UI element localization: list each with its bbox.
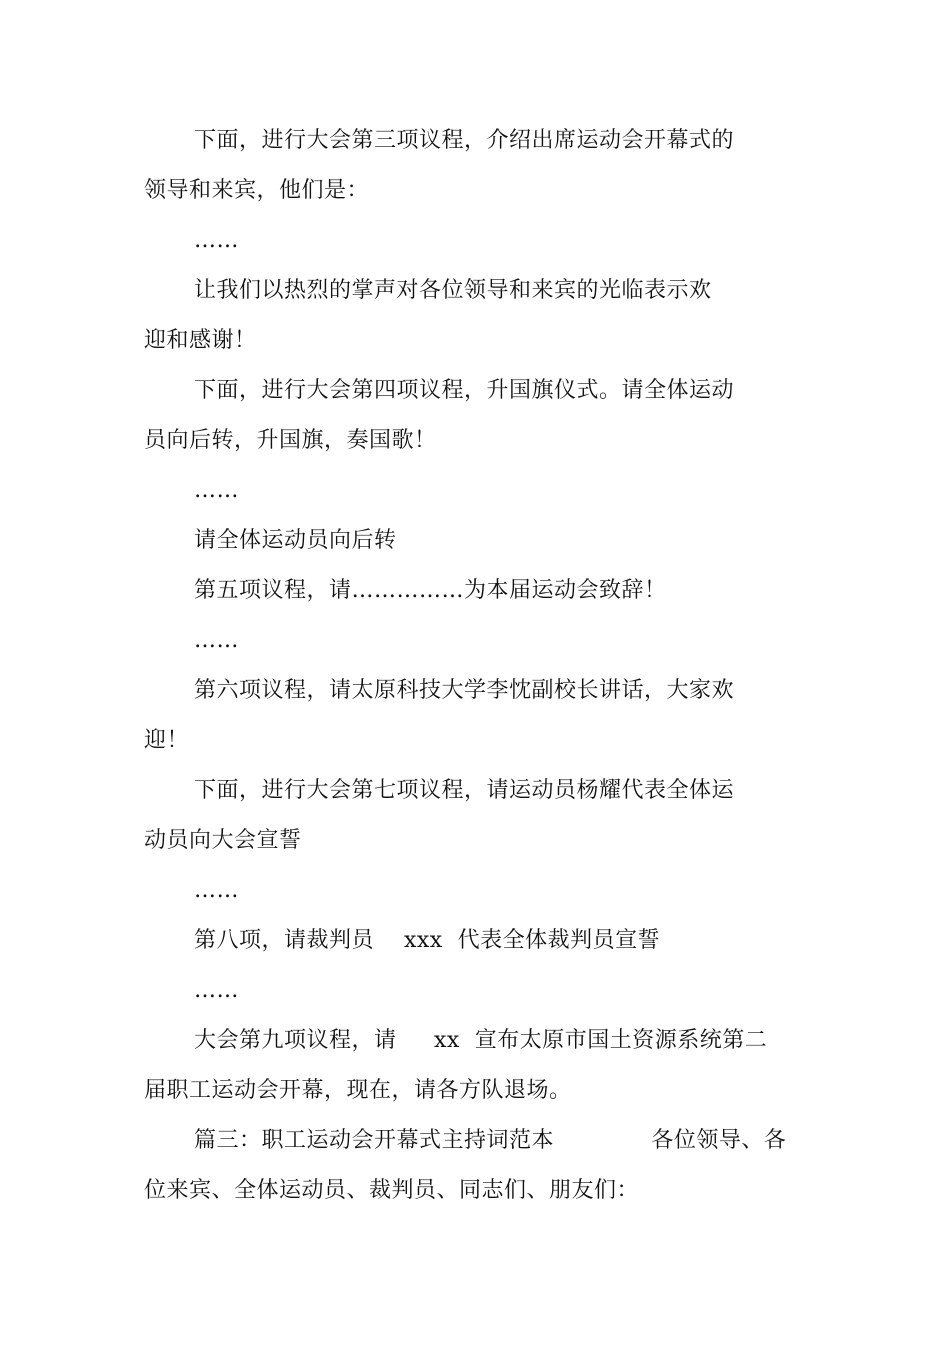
paragraph-line: 位来宾、全体运动员、裁判员、同志们、朋友们： [144,1178,640,1203]
paragraph-line: 请全体运动员向后转 [194,528,397,553]
paragraph-line: 大会第九项议程，请 xx 宣布太原市国土资源系统第二 [194,1028,768,1053]
paragraph-line: 动员向大会宣誓 [144,828,302,853]
paragraph-line: 第五项议程，请……………为本届运动会致辞！ [194,578,667,603]
paragraph-line: 下面，进行大会第三项议程，介绍出席运动会开幕式的 [194,128,735,153]
paragraph-line: 迎和感谢！ [144,328,257,353]
ellipsis-line: …… [194,628,239,653]
ellipsis-line: …… [194,478,239,503]
paragraph-line: 让我们以热烈的掌声对各位领导和来宾的光临表示欢 [194,278,712,303]
paragraph-line: 届职工运动会开幕，现在，请各方队退场。 [144,1078,572,1103]
paragraph-line: 迎！ [144,728,190,753]
paragraph-line: 员向后转，升国旗，奏国歌！ [144,428,437,453]
paragraph-line: 下面，进行大会第四项议程，升国旗仪式。请全体运动 [194,378,735,403]
paragraph-line: 下面，进行大会第七项议程，请运动员杨耀代表全体运 [194,778,735,803]
ellipsis-line: …… [194,228,239,253]
paragraph-line: 领导和来宾，他们是： [144,178,370,203]
paragraph-line: 第六项议程，请太原科技大学李忱副校长讲话，大家欢 [194,678,735,703]
section-heading-line: 篇三：职工运动会开幕式主持词范本 各位领导、各 [194,1128,787,1153]
paragraph-line: 第八项，请裁判员 xxx 代表全体裁判员宣誓 [194,928,661,953]
ellipsis-line: …… [194,878,239,903]
ellipsis-line: …… [194,978,239,1003]
